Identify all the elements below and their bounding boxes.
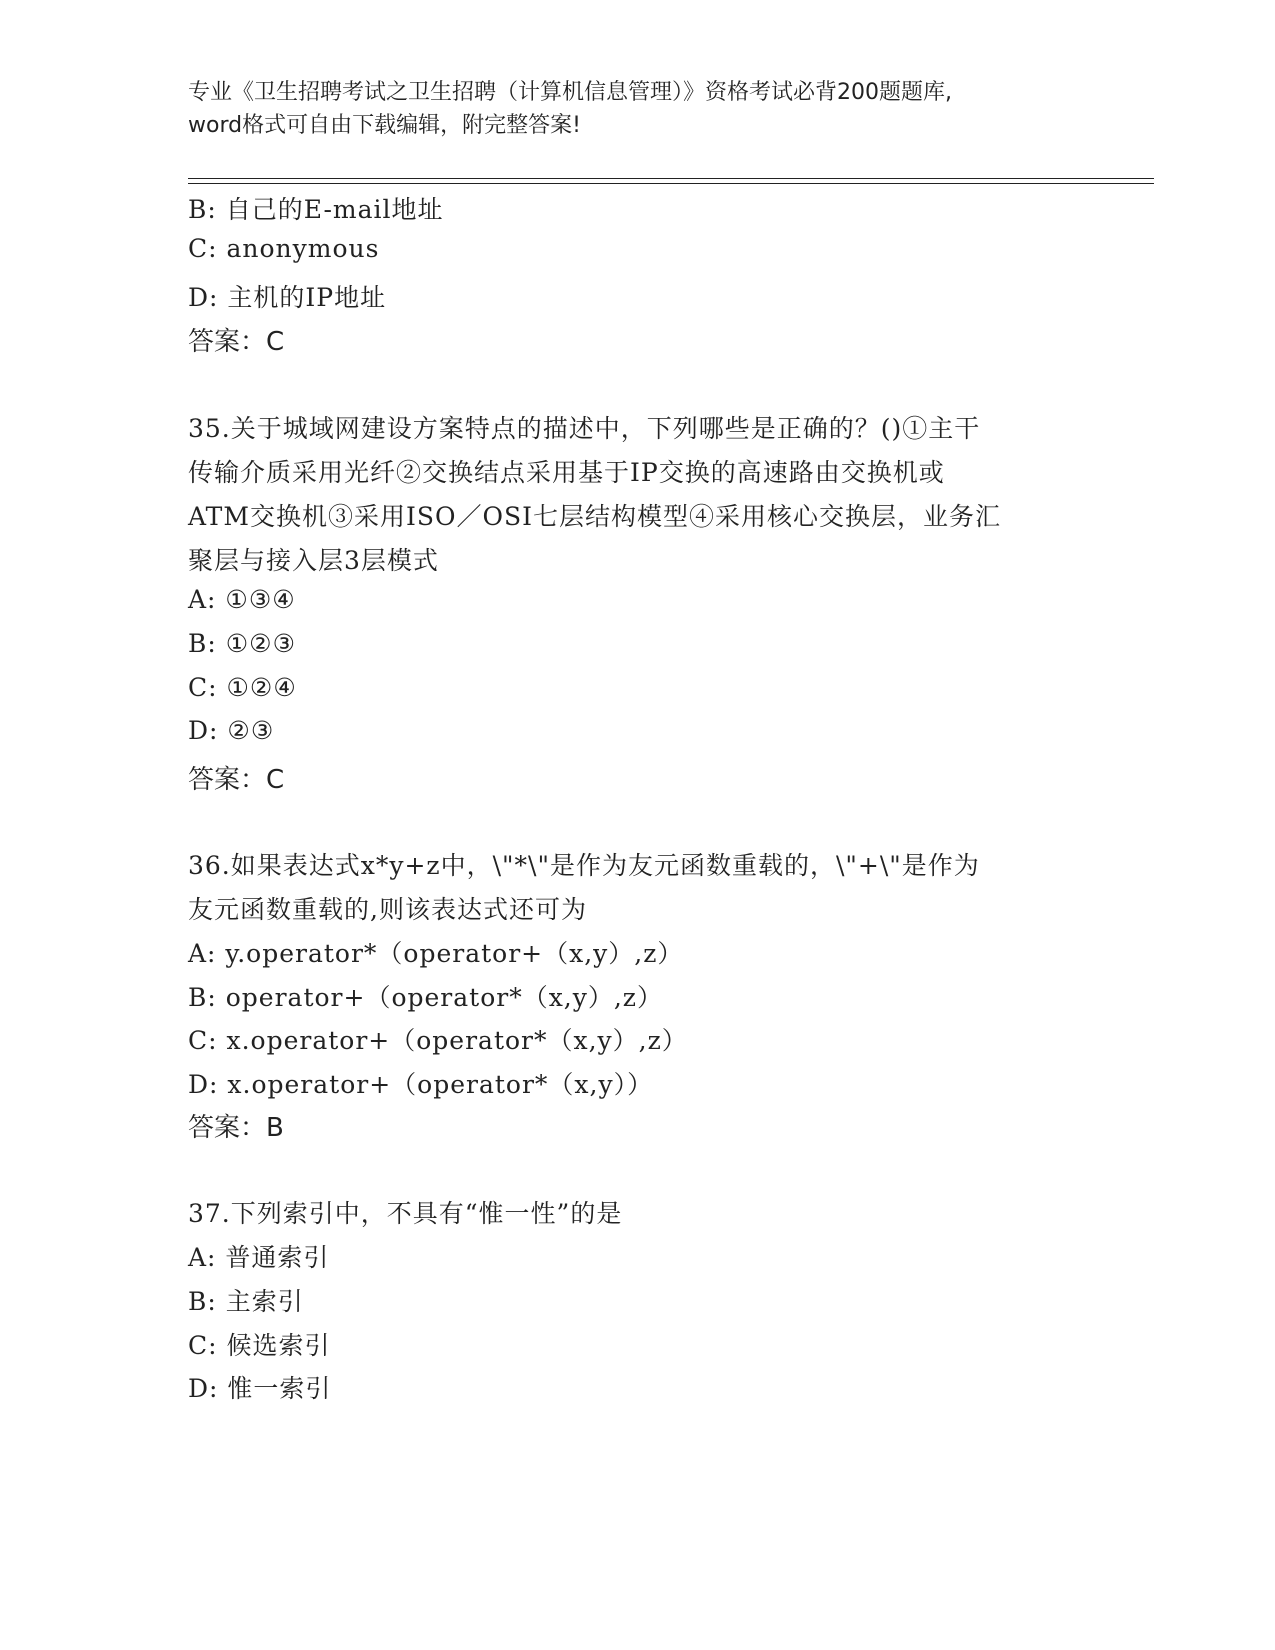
q35-stem-line4: 聚层与接入层3层模式	[188, 546, 439, 575]
q37-option-d: D: 惟一索引	[188, 1374, 332, 1403]
q35-option-b: B: ①②③	[188, 629, 296, 658]
q36-stem-line2: 友元函数重载的,则该表达式还可为	[188, 895, 587, 924]
header-title-line1: 专业《卫生招聘考试之卫生招聘（计算机信息管理）》资格考试必背200题题库,	[188, 80, 952, 105]
q35-option-d: D: ②③	[188, 716, 275, 745]
header-title-line2: word格式可自由下载编辑，附完整答案!	[188, 113, 581, 138]
q37-option-a: A: 普通索引	[188, 1243, 330, 1272]
q34-option-b: B: 自己的E-mail地址	[188, 195, 444, 224]
q35-stem-line3: ATM交换机③采用ISO／OSI七层结构模型④采用核心交换层，业务汇	[188, 502, 1001, 531]
q37-option-b: B: 主索引	[188, 1287, 304, 1316]
q36-option-d: D: x.operator+（operator*（x,y））	[188, 1070, 654, 1099]
q35-stem-line1: 35.关于城域网建设方案特点的描述中，下列哪些是正确的？()①主干	[188, 414, 981, 443]
q35-option-a: A: ①③④	[188, 585, 296, 614]
q36-stem-line1: 36.如果表达式x*y+z中，\"*\"是作为友元函数重载的，\"+\"是作为	[188, 851, 980, 880]
q36-answer: 答案：B	[188, 1113, 284, 1143]
q35-option-c: C: ①②④	[188, 673, 297, 702]
header-divider-top	[188, 178, 1154, 179]
q34-option-d: D: 主机的IP地址	[188, 283, 387, 312]
q36-option-c: C: x.operator+（operator*（x,y）,z）	[188, 1026, 688, 1055]
document-header	[188, 76, 1088, 142]
q35-answer: 答案：C	[188, 765, 285, 795]
q34-answer: 答案：C	[188, 327, 285, 357]
q35-stem-line2: 传输介质采用光纤②交换结点采用基于IP交换的高速路由交换机或	[188, 458, 945, 487]
q34-option-c: C: anonymous	[188, 234, 380, 263]
q37-option-c: C: 候选索引	[188, 1331, 331, 1360]
header-divider-bottom	[188, 183, 1154, 184]
q37-stem-line1: 37.下列索引中，不具有“惟一性”的是	[188, 1199, 623, 1228]
q36-option-a: A: y.operator*（operator+（x,y）,z）	[188, 939, 684, 968]
q36-option-b: B: operator+（operator*（x,y）,z）	[188, 983, 663, 1012]
